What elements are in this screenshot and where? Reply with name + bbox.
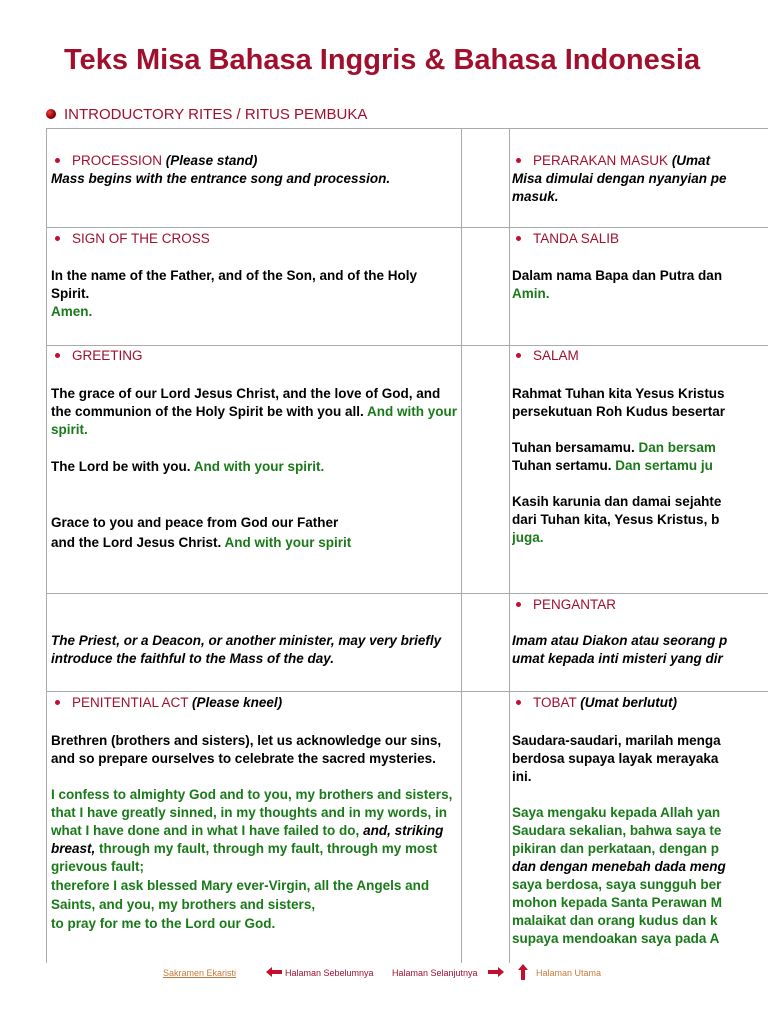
procession-en xyxy=(51,152,459,188)
greeting-id: SALAM Rahmat Tuhan kita Yesus Kristus persekutuan Roh Kudus besertar Tuhan bersamamu. Dan bersam Tuhan sertamu. Dan sertamu ju Kasih karunia dan damai sejahte dari Tuhan kita, Yesus Kristus, b juga. xyxy=(512,347,768,547)
table-divider xyxy=(509,129,510,963)
perarakan-heading: PERARAKAN MASUK (Umat xyxy=(512,152,768,170)
row-divider xyxy=(46,593,768,594)
section-heading xyxy=(46,106,367,123)
penitential-en: PENITENTIAL ACT (Please kneel) Brethren (brothers and sisters), let us acknowledge our sins, and so prepare ourselves to celebrate the sacred mysteries. I confess to almighty God and to you, my brothers and sisters, that I have greatly sinned, in my thoughts and in my words, in what I have done and in what I have failed to do, and, striking breast, through my fault, through my fault, through my most grievous fault; therefore I ask blessed Mary ever-Virgin, all the Angels and Saints, and you, my brothers and sisters, to pray for me to the Lord our God. xyxy=(51,694,459,934)
arrow-up-icon[interactable] xyxy=(516,963,530,981)
sign-of-cross-heading: SIGN OF THE CROSS xyxy=(51,230,459,248)
table-border-left xyxy=(46,129,47,963)
bullet-icon xyxy=(516,158,521,163)
row-divider xyxy=(46,227,768,228)
row-divider xyxy=(46,691,768,692)
section-heading-text: INTRODUCTORY RITES / RITUS PEMBUKA xyxy=(64,106,368,123)
sign-of-cross-en: SIGN OF THE CROSS In the name of the Father, and of the Son, and of the Holy Spirit. Amen. xyxy=(51,230,459,321)
greeting-heading: GREETING xyxy=(51,347,459,365)
row-divider xyxy=(46,345,768,346)
home-page-link[interactable]: Halaman Utama xyxy=(536,968,602,978)
arrow-right-icon[interactable] xyxy=(487,965,505,979)
bullet-icon xyxy=(46,109,56,119)
penitential-heading: PENITENTIAL ACT (Please kneel) xyxy=(51,694,459,712)
page-title: Teks Misa Bahasa Inggris & Bahasa Indonesia xyxy=(64,44,701,76)
bullet-icon xyxy=(55,700,60,705)
liturgy-table xyxy=(46,128,768,963)
sakramen-link[interactable]: Sakramen Ekaristi xyxy=(163,968,237,978)
bullet-icon xyxy=(55,353,60,358)
procession-heading: PROCESSION (Please stand) xyxy=(51,152,459,170)
next-page-link[interactable]: Halaman Selanjutnya xyxy=(392,968,478,978)
greeting-en: GREETING The grace of our Lord Jesus Christ, and the love of God, and the communion of the Holy Spirit be with you all. And with your spirit. The Lord be with you. And with your spirit. Grace to you and peace from God our Father and the Lord Jesus Christ. And with your spirit xyxy=(51,348,458,550)
procession-id: PERARAKAN MASUK (Umat Misa dimulai dengan nyanyian pe masuk. xyxy=(512,152,768,206)
bullet-icon xyxy=(516,236,521,241)
table-divider xyxy=(461,129,462,963)
introduction-id: PENGANTAR Imam atau Diakon atau seorang p umat kepada inti misteri yang dir xyxy=(512,596,768,668)
procession-text: Mass begins with the entrance song and procession. xyxy=(51,171,391,186)
sign-of-cross-id: TANDA SALIB Dalam nama Bapa dan Putra dan Amin. xyxy=(512,230,768,303)
tobat-heading: TOBAT (Umat berlutut) xyxy=(512,694,768,712)
bullet-icon xyxy=(516,700,521,705)
arrow-left-icon[interactable] xyxy=(265,965,283,979)
footer-nav xyxy=(0,965,768,985)
penitential-id: TOBAT (Umat berlutut) Saudara-saudari, marilah menga berdosa supaya layak merayaka ini. Saya mengaku kepada Allah yan Saudara sekalian, bahwa saya te pikiran dan perkataan, dengan p dan dengan menebah dada meng saya berdosa, saya sungguh ber mohon kepada Santa Perawan M malaikat dan orang kudus dan k supaya mendoakan saya pada A xyxy=(512,694,768,948)
pengantar-heading: PENGANTAR xyxy=(512,596,768,614)
bullet-icon xyxy=(55,236,60,241)
tanda-salib-heading: TANDA SALIB xyxy=(512,230,768,248)
bullet-icon xyxy=(516,353,521,358)
introduction-en: The Priest, or a Deacon, or another minister, may very briefly introduce the faithful to the Mass of the day. xyxy=(51,633,442,666)
bullet-icon xyxy=(516,602,521,607)
bullet-icon xyxy=(55,158,60,163)
previous-page-link[interactable]: Halaman Sebelumnya xyxy=(285,968,374,978)
salam-heading: SALAM xyxy=(512,347,768,365)
